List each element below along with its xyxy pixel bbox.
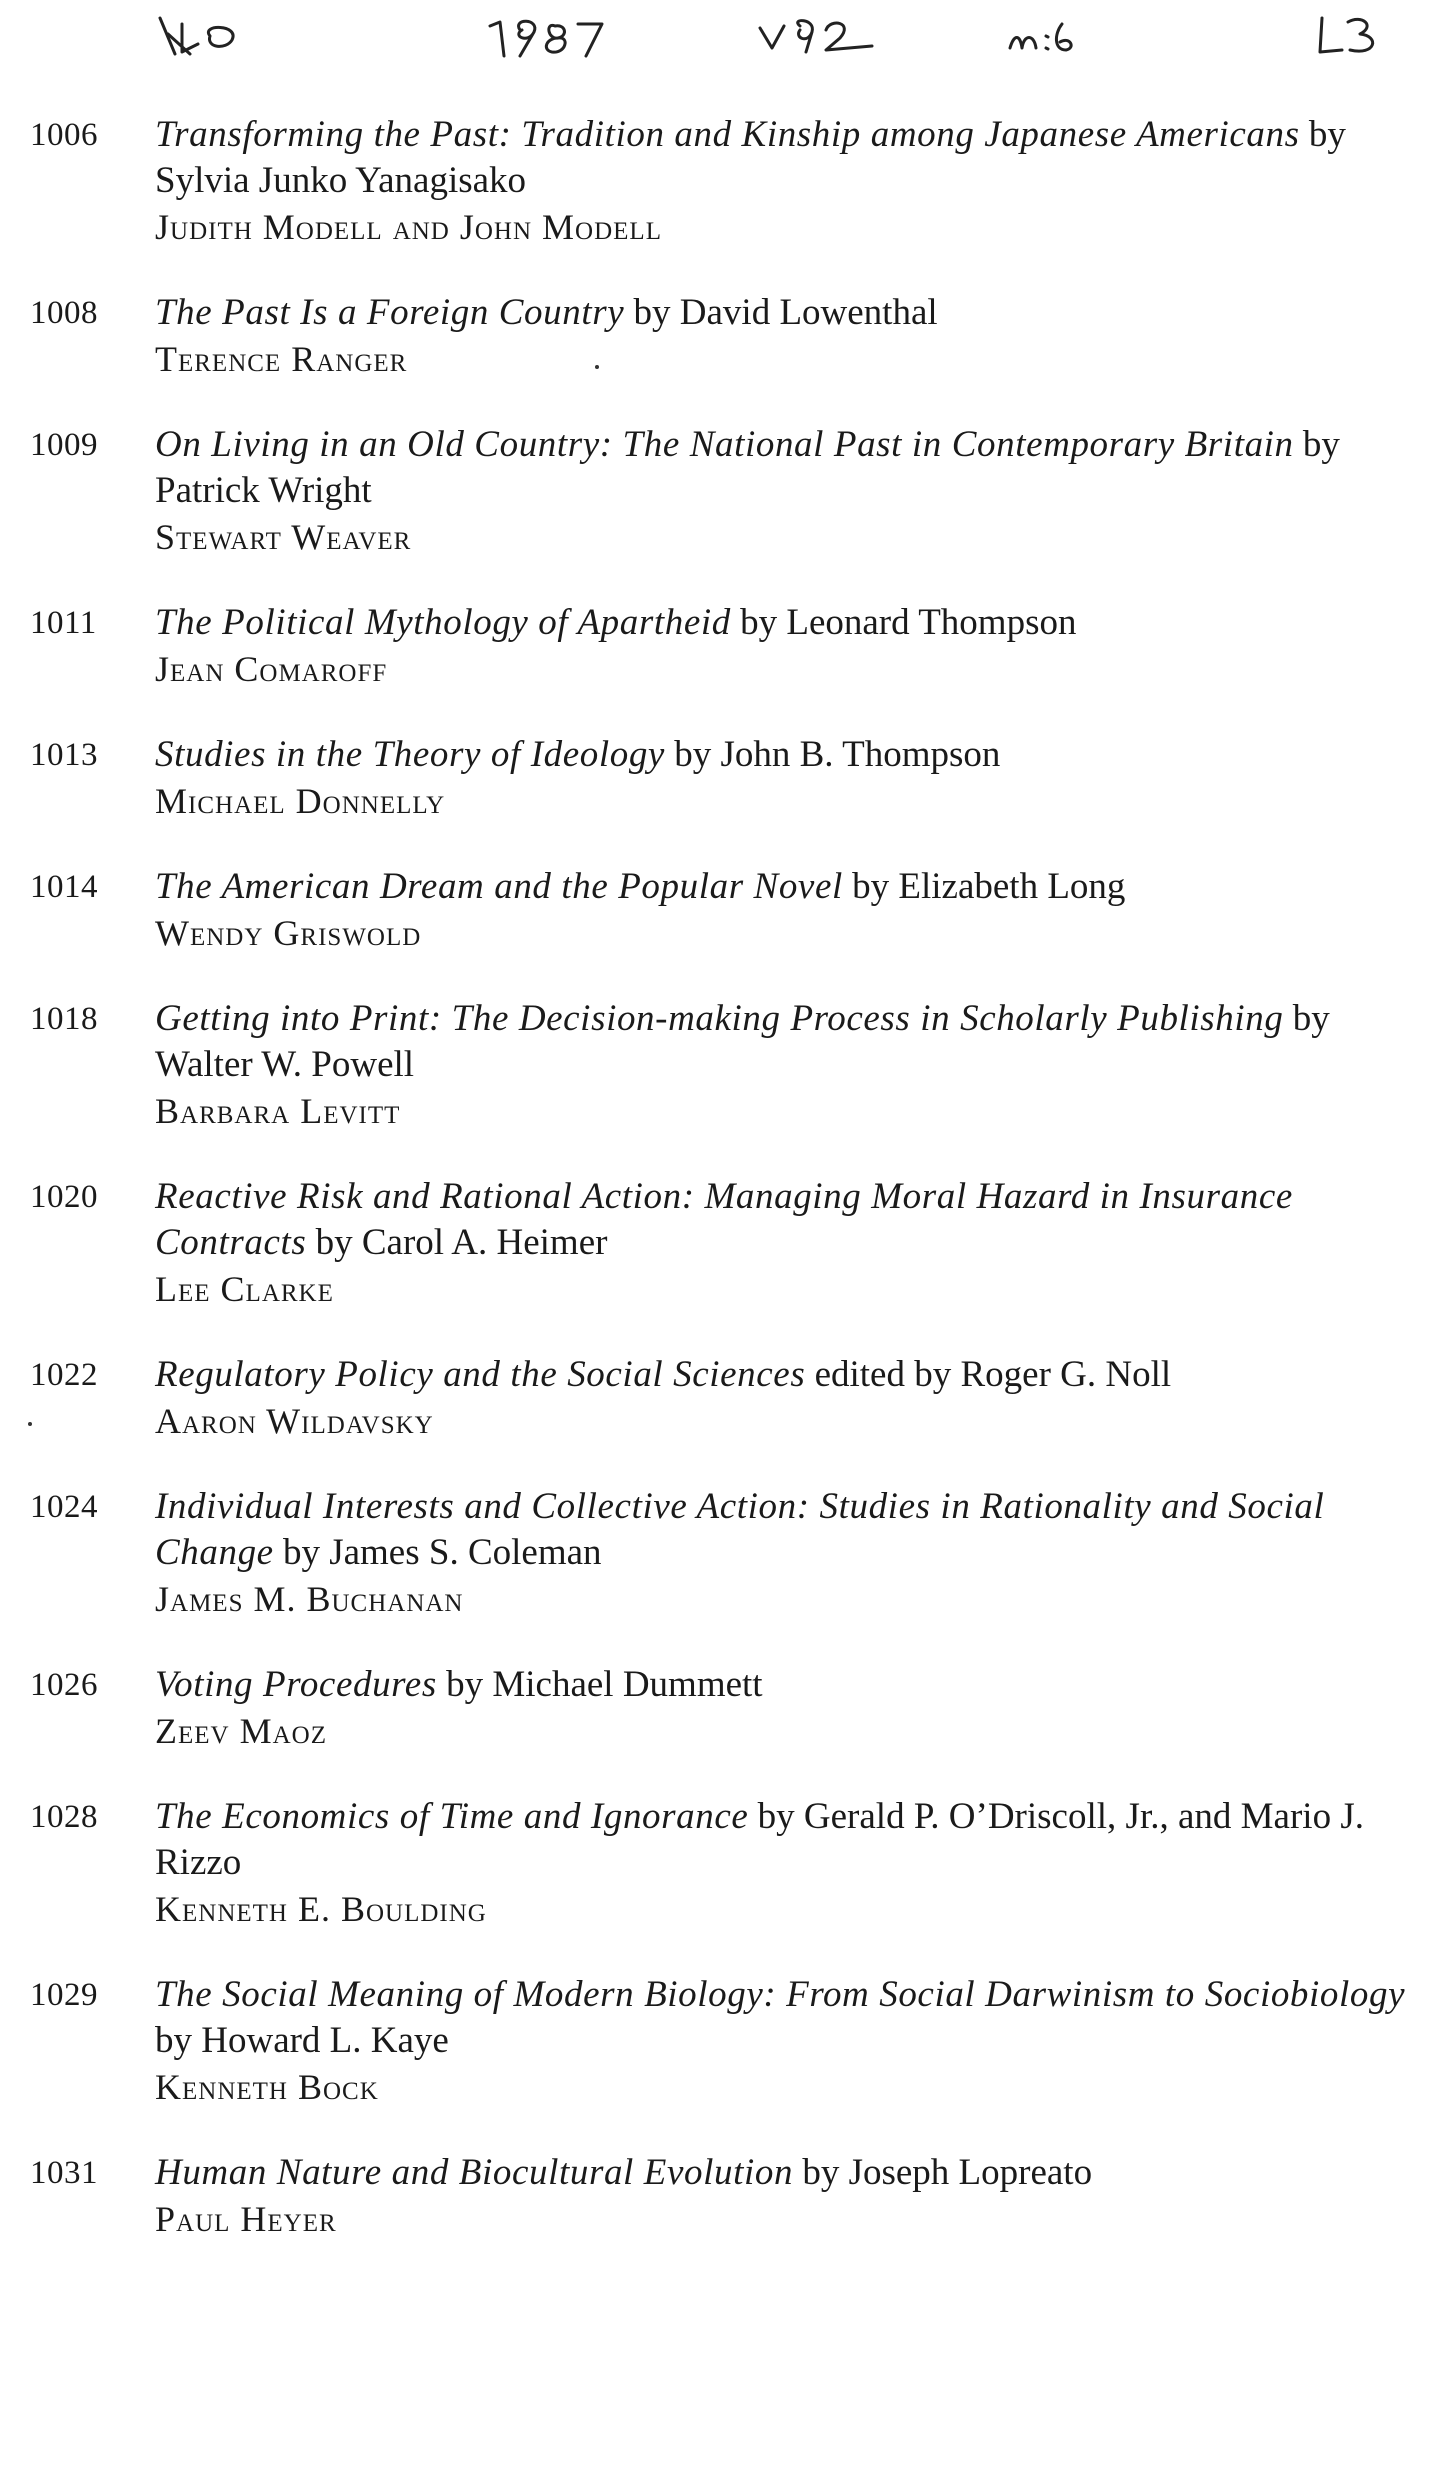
book-byline: by Leonard Thompson [730,602,1077,643]
reviewer-name: Lee Clarke [155,1269,334,1309]
book-title: Regulatory Policy and the Social Sciences [155,1354,806,1395]
page-number: 1006 [30,117,98,153]
list-item [30,1972,1410,2110]
reviewer-name: Stewart Weaver [155,517,412,557]
list-item [30,600,1410,692]
page-number: 1011 [30,605,97,641]
page-number: 1029 [30,1977,98,2013]
list-item [30,290,1410,382]
book-review-list [30,112,1410,2282]
book-title: Getting into Print: The Decision-making Process in Scholarly Publishing [155,998,1284,1039]
book-byline: by Walter W. Powell [155,998,1330,1085]
book-title: The Social Meaning of Modern Biology: From Social Darwinism to Sociobiology [155,1974,1406,2015]
book-byline: by James S. Coleman [273,1532,602,1573]
page-number: 1022 [30,1357,98,1393]
book-title: The Political Mythology of Apartheid [155,602,731,643]
handwritten-note [0,4,1454,74]
list-item [30,422,1410,560]
book-title: Transforming the Past: Tradition and Kinship among Japanese Americans [155,114,1300,155]
page-number: 1013 [30,737,98,773]
book-title: Voting Procedures [155,1664,437,1705]
book-byline: by Joseph Lopreato [793,2152,1093,2193]
reviewer-name: James M. Buchanan [155,1579,464,1619]
book-byline: by Gerald P. O’Driscoll, Jr., and Mario J. Rizzo [155,1796,1364,1883]
reviewer-name: Kenneth E. Boulding [155,1889,487,1929]
book-byline: by David Lowenthal [624,292,938,333]
book-byline: by Elizabeth Long [842,866,1126,907]
list-item [30,1484,1410,1622]
reviewer-name: Wendy Griswold [155,913,422,953]
list-item [30,864,1410,956]
book-byline: by Patrick Wright [155,424,1340,511]
reviewer-name: Zeev Maoz [155,1711,327,1751]
reviewer-name: Judith Modell and John Modell [155,207,662,247]
reviewer-name: Michael Donnelly [155,781,446,821]
book-title: The Past Is a Foreign Country [155,292,625,333]
list-item [30,1352,1410,1444]
list-item [30,112,1410,250]
reviewer-name: Terence Ranger [155,339,408,379]
book-byline: by Michael Dummett [436,1664,763,1705]
page-number: 1031 [30,2155,98,2191]
book-byline: by Howard L. Kaye [155,2020,449,2061]
reviewer-name: Kenneth Bock [155,2067,379,2107]
list-item [30,1174,1410,1312]
page-number: 1009 [30,427,98,463]
book-title: On Living in an Old Country: The National Past in Contemporary Britain [155,424,1294,465]
book-byline: edited by Roger G. Noll [805,1354,1172,1395]
list-item [30,996,1410,1134]
book-title: The Economics of Time and Ignorance [155,1796,749,1837]
page-number: 1028 [30,1799,98,1835]
reviewer-name: Barbara Levitt [155,1091,401,1131]
book-byline: by Carol A. Heimer [306,1222,608,1263]
list-item [30,1794,1410,1932]
book-byline: by John B. Thompson [664,734,1001,775]
page-number: 1026 [30,1667,98,1703]
book-title: Individual Interests and Collective Action: Studies in Rationality and Social Change [155,1486,1325,1573]
book-title: The American Dream and the Popular Novel [155,866,843,907]
book-title: Studies in the Theory of Ideology [155,734,665,775]
book-title: Human Nature and Biocultural Evolution [155,2152,794,2193]
page-number: 1020 [30,1179,98,1215]
page-number: 1018 [30,1001,98,1037]
page-number: 1024 [30,1489,98,1525]
page-number: 1014 [30,869,98,905]
book-byline: by Sylvia Junko Yanagisako [155,114,1346,201]
reviewer-name: Jean Comaroff [155,649,388,689]
list-item [30,2150,1410,2242]
reviewer-name: Paul Heyer [155,2199,337,2239]
page-number: 1008 [30,295,98,331]
reviewer-name: Aaron Wildavsky [155,1401,434,1441]
list-item [30,1662,1410,1754]
book-title: Reactive Risk and Rational Action: Managing Moral Hazard in Insurance Contracts [155,1176,1293,1263]
list-item [30,732,1410,824]
